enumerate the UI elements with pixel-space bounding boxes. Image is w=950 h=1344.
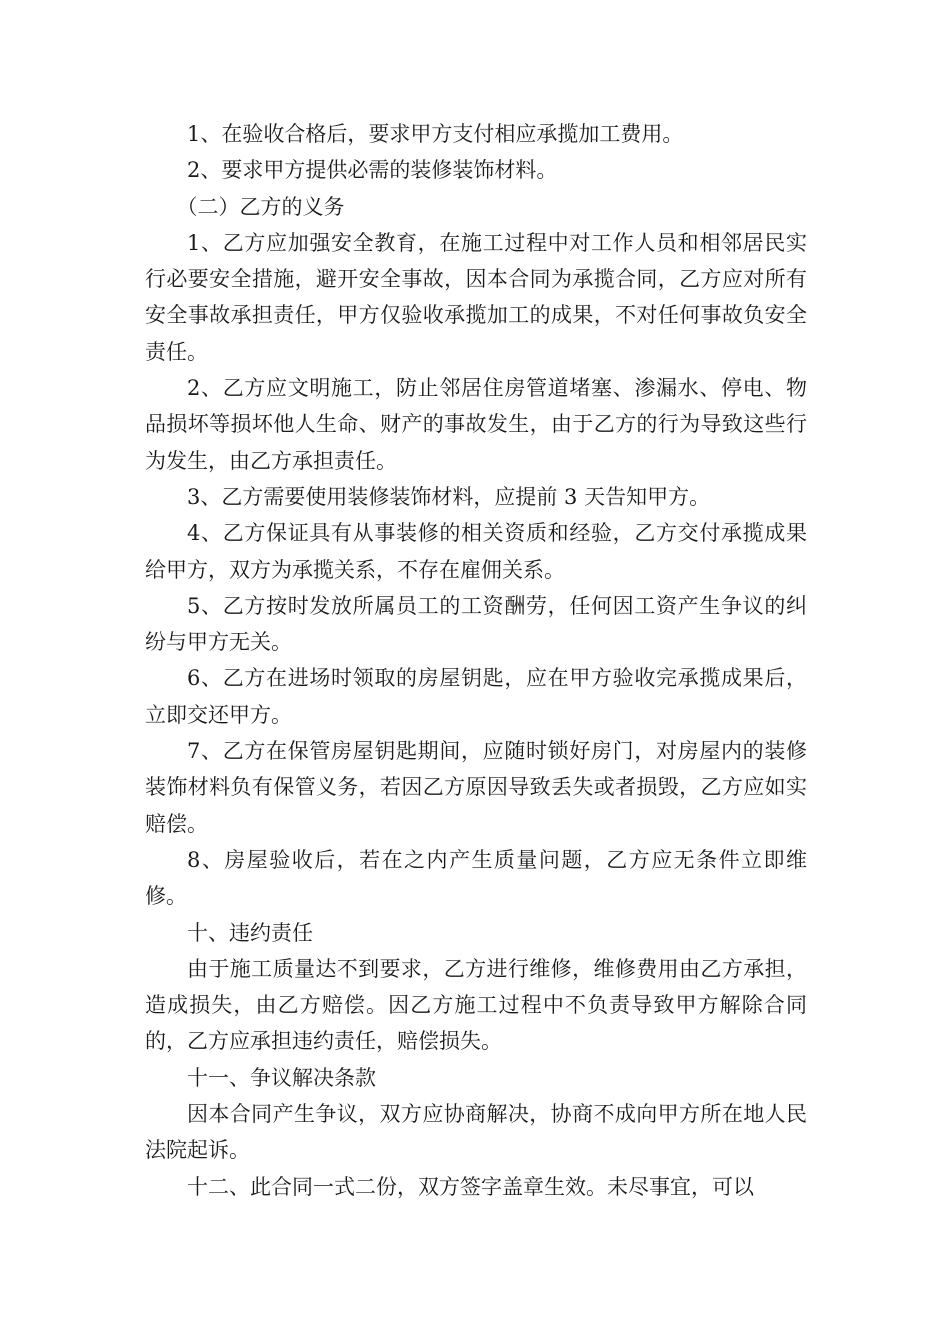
- obligation-8-repair: 8、房屋验收后，若在之内产生质量问题，乙方应无条件立即维修。: [145, 847, 807, 909]
- obligation-2-civil-construction: 2、乙方应文明施工，防止邻居住房管道堵塞、渗漏水、停电、物品损坏等损坏他人生命、财产的事故发生，由于乙方的行为导致这些行为发生，由乙方承担责任。: [145, 376, 807, 473]
- breach-liability-text: 由于施工质量达不到要求，乙方进行维修，维修费用由乙方承担，造成损失，由乙方赔偿。因乙方施工过程中不负责导致甲方解除合同的，乙方应承担违约责任，赔偿损失。: [145, 956, 807, 1054]
- clause-1-payment-right: 1、在验收合格后，要求甲方支付相应承揽加工费用。: [187, 122, 684, 146]
- obligation-4-qualification: 4、乙方保证具有从事装修的相关资质和经验，乙方交付承揽成果给甲方，双方为承揽关系，不存在雇佣关系。: [145, 521, 807, 582]
- obligation-3-material-notice: 3、乙方需要使用装修装饰材料，应提前 3 天告知甲方。: [187, 484, 711, 509]
- dispute-resolution-text: 因本合同产生争议，双方应协商解决，协商不成向甲方所在地人民法院起诉。: [145, 1102, 807, 1163]
- section-heading-party-b-obligations: （二）乙方的义务: [176, 194, 345, 219]
- section-heading-breach: 十、违约责任: [187, 920, 313, 945]
- section-copies-text: 十二、此合同一式二份，双方签字盖章生效。未尽事宜，可以: [187, 1174, 754, 1199]
- obligation-1-safety: 1、乙方应加强安全教育，在施工过程中对工作人员和相邻居民实行必要安全措施，避开安全事故，因本合同为承揽合同，乙方应对所有安全事故承担责任，甲方仅验收承揽加工的成果，不对任何事故负安全责任。: [145, 230, 807, 364]
- obligation-7-keys-custody: 7、乙方在保管房屋钥匙期间，应随时锁好房门，对房屋内的装修装饰材料负有保管义务，若因乙方原因导致丢失或者损毁，乙方应如实赔偿。: [145, 739, 807, 836]
- section-heading-dispute: 十一、争议解决条款: [187, 1065, 376, 1090]
- clause-2-materials-right: 2、要求甲方提供必需的装修装饰材料。: [187, 158, 558, 183]
- contract-body: [145, 116, 807, 1205]
- obligation-6-keys-return: 6、乙方在进场时领取的房屋钥匙，应在甲方验收完承揽成果后，立即交还甲方。: [145, 666, 807, 727]
- obligation-5-wages: 5、乙方按时发放所属员工的工资酬劳，任何因工资产生争议的纠纷与甲方无关。: [145, 593, 807, 655]
